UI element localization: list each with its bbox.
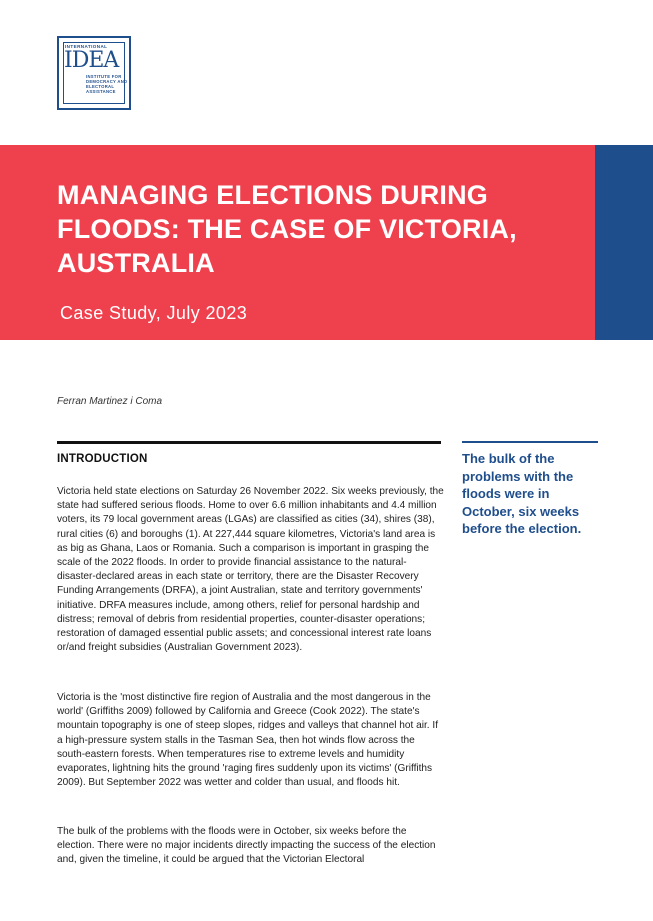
pullquote-divider (462, 441, 598, 443)
pull-quote: The bulk of the problems with the floods were in October, six weeks before the election. (462, 451, 582, 536)
body-paragraph: Victoria is the 'most distinctive fire region of Australia and the most dangerous in the world' (Griffiths 2009) followed by California and Greece (Cook 2022). The state's mountain topography is one of steep slopes, ridges and valleys that channel hot air. If a high-pressure system stalls in the Tasman Sea, then hot winds flow across the south-eastern forests. When temperatures rise to extreme levels and humidity evaporates, lightning hits the ground 'raging fires suddenly upon its victims' (Griffiths 2009). But September 2022 was wetter and colder than usual, and floods hit. (57, 692, 438, 789)
section-divider (57, 441, 441, 444)
body-paragraph: Victoria held state elections on Saturday 26 November 2022. Six weeks previously, the state had suffered serious floods. Home to over 6.6 million inhabitants and 4.4 million voters, its 79 local government areas (LGAs) are classified as cities (34), shires (38), rural cities (6) and boroughs (1). At 227,444 square kilometres, Victoria's land area is as big as Ghana, Laos or Romania. Such a comparison is important in grasping the scale of the 2022 floods. In order to provide financial assistance to the natural-disaster-declared areas in each state or territory, there are the Disaster Recovery Funding Arrangements (DRFA), a joint Australian, state and territory governments' initiative. DRFA measures include, among others, relief for personal hardship and distress; removal of debris from residential properties, counter-disaster operations; restoration of damaged essential public assets; and concessional interest rate loans or/and freight subsidies (Australian Government 2023). (57, 486, 444, 654)
section-heading: INTRODUCTION (57, 453, 148, 465)
banner-accent (595, 145, 653, 340)
logo-line: INSTITUTE FOR (86, 74, 122, 79)
logo-top-text: INTERNATIONAL (65, 44, 108, 49)
body-paragraph: The bulk of the problems with the floods were in October, six weeks before the election. There were no major incidents directly impacting the success of the election and, given the timeline, it could be argued that the Victorian Electoral (57, 826, 436, 866)
idea-logo (57, 36, 131, 110)
logo-line: ELECTORAL (86, 84, 115, 89)
logo-mark: IDEA (64, 48, 119, 73)
logo-line: ASSISTANCE (86, 89, 116, 94)
logo-subtext (86, 74, 127, 94)
document-title: MANAGING ELECTIONS DURING FLOODS: THE CASE OF VICTORIA, AUSTRALIA (57, 180, 517, 278)
author-name: Ferran Martinez i Coma (57, 396, 163, 407)
document-subtitle: Case Study, July 2023 (60, 303, 248, 323)
logo-line: DEMOCRACY AND (86, 79, 128, 84)
